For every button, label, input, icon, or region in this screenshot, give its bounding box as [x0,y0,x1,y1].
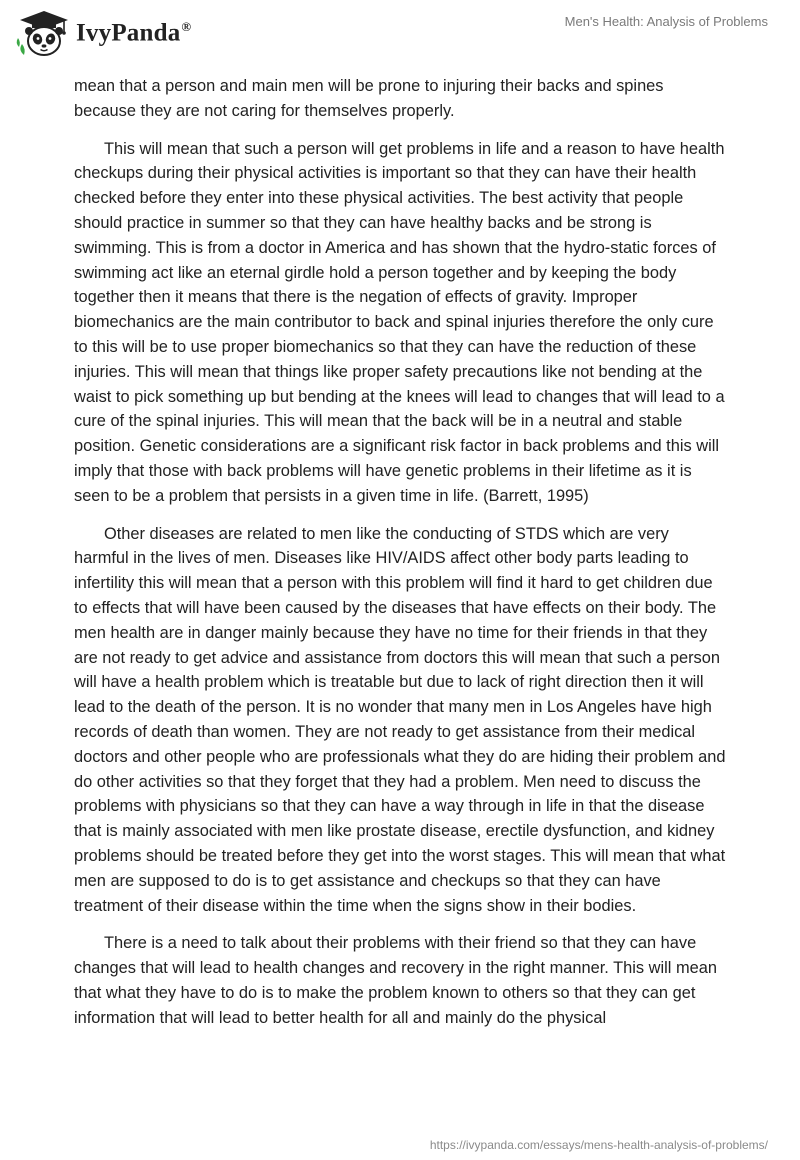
paragraph-2: This will mean that such a person will get problems in life and a reason to have health checkups during their physical activities is important so that they can have their health checked before they enter into these physical activities. The best activity that people should practice in summer so that they can have healthy backs and be strong is swimming. This is from a doctor in America and has shown that the hydro-static forces of swimming act like an eternal girdle hold a person together and by keeping the body together then it means that there is the negation of effects of gravity. Improper biomechanics are the main contributor to back and spinal injuries therefore the only cure to this will be to use proper biomechanics so that they can have the reduction of these injuries. This will mean that things like proper safety precautions like not bending at the waist to pick something up but bending at the knees will lead to changes that will lead to a cure of the spinal injuries. This will mean that the back will be in a neutral and stable position. Genetic considerations are a significant risk factor in back problems and this will imply that those with back problems will have genetic problems in their lifetime as it is seen to be a problem that persists in a given time in life. (Barrett, 1995) [74,139,725,505]
source-url-link[interactable]: https://ivypanda.com/essays/mens-health-analysis-of-problems/ [429,1138,768,1152]
panda-graduate-icon [14,8,72,58]
brand-logo[interactable] [14,8,191,58]
page-header [0,0,800,70]
document-title: Men's Health: Analysis of Problems [564,14,768,29]
paragraph-3: Other diseases are related to men like the conducting of STDS which are very harmful in the lives of men. Diseases like HIV/AIDS affect other body parts leading to infertility this will mean that a person with this problem will find it hard to get children due to effects that will have been caused by the diseases that have effects on their body. The men health are in danger mainly because they have no time for their friends in that they are not ready to get advice and assistance from doctors this will mean that such a person will have a health problem which is treatable but due to lack of right direction then it will lead to the death of the person. It is no wonder that many men in Los Angeles have high records of death than women. They are not ready to get assistance from their medical doctors and other people who are professionals what they do are hiding their problem and do other activities so that they forget that they had a problem. Men need to discuss the problems with physicians so that they can have a way through in life in that the disease that is mainly associated with men like prostate disease, erectile dysfunction, and kidney problems should be treated before they get into the worst stages. This will mean that what men are supposed to do is to get assistance and checkups so that they can have treatment of their disease within the time when the signs show in their bodies. [74,524,726,915]
brand-name: IvyPanda® [76,18,192,47]
paragraph-1: mean that a person and main men will be prone to injuring their backs and spines because they are not caring for themselves properly. [74,77,664,120]
essay-body [74,74,726,1043]
registered-mark: ® [181,18,192,34]
paragraph-4: There is a need to talk about their problems with their friend so that they can have changes that will lead to health changes and recovery in the right manner. This will mean that what they have to do is to make the problem known to others so that they can get information that will lead to better health for all and mainly do the physical [74,934,717,1027]
